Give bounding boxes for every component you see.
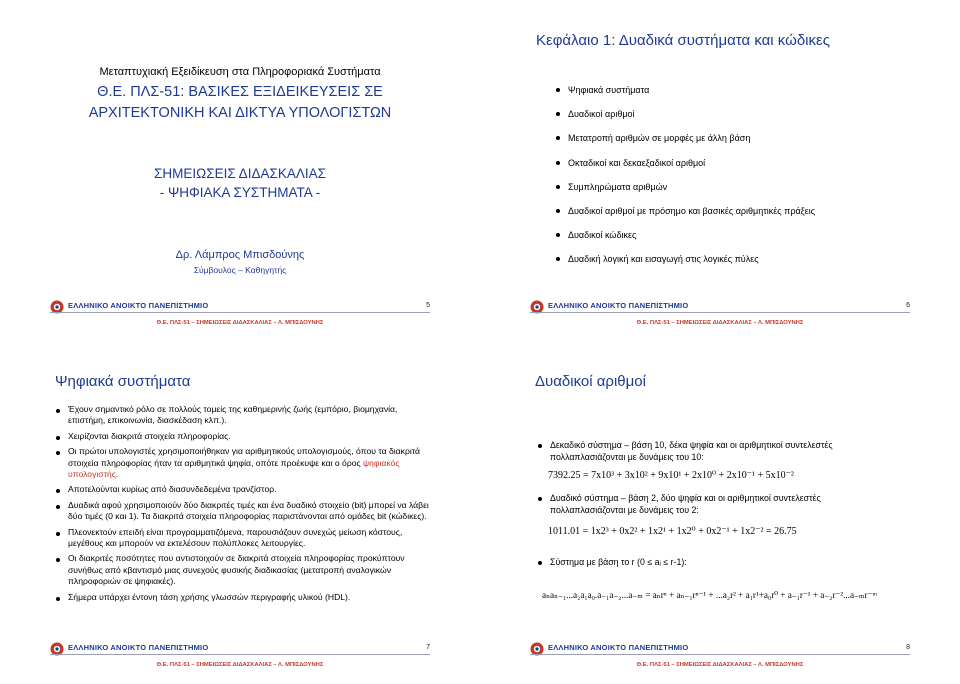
slide-7 (0, 342, 480, 684)
page-number: 7 (426, 644, 430, 651)
university-name: ΕΛΛΗΝΙΚΟ ΑΝΟΙΚΤΟ ΠΑΝΕΠΙΣΤΗΜΙΟ (68, 643, 209, 652)
bullet-item: Χειρίζονται διακριτά στοιχεία πληροφορίας. (54, 431, 436, 442)
contents-item: Δυαδική λογική και εισαγωγή στις λογικές πύλες (554, 247, 815, 271)
bullet-list (54, 404, 436, 603)
slide-footer (530, 300, 910, 334)
bullet-item: Σήμερα υπάρχει έντονη τάση χρήσης γλωσσών περιγραφής υλικού (HDL). (54, 592, 436, 603)
footer-course: Θ.Ε. ΠΛΣ-51 – ΣΗΜΕΙΩΣΕΙΣ ΔΙΔΑΣΚΑΛΙΑΣ – Λ. ΜΠΙΣΔΟΥΝΗΣ (636, 662, 804, 668)
slide-footer (50, 300, 430, 334)
page-number: 5 (426, 302, 430, 309)
footer-course: Θ.Ε. ΠΛΣ-51 – ΣΗΜΕΙΩΣΕΙΣ ΔΙΔΑΣΚΑΛΙΑΣ – Λ. ΜΠΙΣΔΟΥΝΗΣ (156, 662, 324, 668)
course-title-line2: ΑΡΧΙΤΕΚΤΟΝΙΚΗ ΚΑΙ ΔΙΚΤΥΑ ΥΠΟΛΟΓΙΣΤΩΝ (88, 105, 392, 121)
page-number: 8 (906, 644, 910, 651)
author-role: Σύμβουλος – Καθηγητής (193, 265, 287, 275)
contents-item: Ψηφιακά συστήματα (554, 78, 815, 102)
footer-divider (50, 312, 430, 313)
slide-5 (0, 0, 480, 342)
bullet-item: Δυαδικό σύστημα – βάση 2, δύο ψηφία και οι αριθμητικοί συντελεστές πολλαπλασιάζονται με δυνάμεις του 2: (536, 492, 896, 516)
contents-item: Συμπληρώματα αριθμών (554, 175, 815, 199)
contents-item: Δυαδικοί κώδικες (554, 223, 815, 247)
decimal-expansion-equation: 7392.25 = 7x10³ + 3x10² + 9x10¹ + 2x10⁰ + 2x10⁻¹ + 5x10⁻² (548, 470, 794, 481)
footer-divider (530, 312, 910, 313)
bullet-item: Δυαδικά αφού χρησιμοποιούν δύο διακριτές τιμές και ένα δυαδικό στοιχείο (bit) μπορεί να λάβει δύο τιμές (0 και 1). Τα διακριτά στοιχεία πληροφορίας παριστάνονται από ομάδες bit (κώδικες). (54, 500, 436, 523)
slide-title: Ψηφιακά συστήματα (55, 373, 191, 390)
bullet-list (536, 439, 896, 463)
notes-title-line1: ΣΗΜΕΙΩΣΕΙΣ ΔΙΔΑΣΚΑΛΙΑΣ (154, 166, 326, 181)
bullet-list (536, 492, 896, 516)
university-name: ΕΛΛΗΝΙΚΟ ΑΝΟΙΚΤΟ ΠΑΝΕΠΙΣΤΗΜΙΟ (548, 643, 689, 652)
slide-footer (530, 642, 910, 676)
bullet-item: Οι διακριτές ποσότητες που αντιστοιχούν σε διακριτά στοιχεία πληροφορίας προκύπτουν συνήθως από κβαντισμό μιας συνεχούς φυσικής διαδικασίας (μετατροπή αναλογικών πληροφοριών σε ψηφιακές). (54, 553, 436, 587)
slide-8 (480, 342, 960, 684)
bullet-item: Έχουν σημαντικό ρόλο σε πολλούς τομείς της καθημερινής ζωής (εμπόριο, βιομηχανία, επιστήμη, επικοινωνία, διασκέδαση κλπ.). (54, 404, 436, 427)
contents-item: Μετατροπή αριθμών σε μορφές με άλλη βάση (554, 126, 815, 150)
bullet-item: Δεκαδικό σύστημα – βάση 10, δέκα ψηφία και οι αριθμητικοί συντελεστές πολλαπλασιάζονται με δυνάμεις του 10: (536, 439, 896, 463)
program-name: Μεταπτυχιακή Εξειδίκευση στα Πληροφοριακά Συστήματα (99, 66, 381, 78)
contents-item: Δυαδικοί αριθμοί (554, 102, 815, 126)
footer-divider (530, 654, 910, 655)
chapter-contents-list (554, 78, 815, 272)
course-title-line1: Θ.Ε. ΠΛΣ-51: ΒΑΣΙΚΕΣ ΕΞΙΔΕΙΚΕΥΣΕΙΣ ΣΕ (97, 84, 383, 100)
bullet-item: Αποτελούνται κυρίως από διασυνδεδεμένα τρανζίστορ. (54, 484, 436, 495)
base-r-expansion-equation: aₙaₙ₋₁...a₂a₁a₀.a₋₁a₋₂...a₋ₘ = aₙrⁿ + aₙ₋₁rⁿ⁻¹ + ...a₂r² + a₁r¹+a₀r⁰ + a₋₁r⁻¹ + a₋₂r⁻²...a₋ₘr⁻ᵐ (542, 590, 877, 600)
university-name: ΕΛΛΗΝΙΚΟ ΑΝΟΙΚΤΟ ΠΑΝΕΠΙΣΤΗΜΙΟ (68, 301, 209, 310)
contents-item: Οκταδικοί και δεκαεξαδικοί αριθμοί (554, 151, 815, 175)
slide-title: Δυαδικοί αριθμοί (535, 373, 646, 390)
slide-footer (50, 642, 430, 676)
page-number: 6 (906, 302, 910, 309)
highlighted-term: ψηφιακός υπολογιστής (68, 457, 400, 480)
footer-divider (50, 654, 430, 655)
university-name: ΕΛΛΗΝΙΚΟ ΑΝΟΙΚΤΟ ΠΑΝΕΠΙΣΤΗΜΙΟ (548, 301, 689, 310)
binary-expansion-equation: 1011.01 = 1x2³ + 0x2² + 1x2¹ + 1x2⁰ + 0x2⁻¹ + 1x2⁻² = 26.75 (548, 526, 797, 537)
chapter-title: Κεφάλαιο 1: Δυαδικά συστήματα και κώδικες (536, 32, 830, 49)
bullet-list (536, 556, 896, 568)
bullet-item: Σύστημα με βάση το r (0 ≤ aᵢ ≤ r-1): (536, 556, 896, 568)
bullet-item: Πλεονεκτούν επειδή είναι προγραμματιζόμενα, παρουσιάζουν συνεχώς μείωση κόστους, μεγέθους και μπορούν να εκτελέσουν πολύπλοκες λειτουργίες. (54, 527, 436, 550)
contents-item: Δυαδικοί αριθμοί με πρόσημο και βασικές αριθμητικές πράξεις (554, 199, 815, 223)
footer-course: Θ.Ε. ΠΛΣ-51 – ΣΗΜΕΙΩΣΕΙΣ ΔΙΔΑΣΚΑΛΙΑΣ – Λ. ΜΠΙΣΔΟΥΝΗΣ (156, 320, 324, 326)
author-name: Δρ. Λάμπρος Μπισδούνης (175, 249, 305, 261)
slide-6 (480, 0, 960, 342)
footer-course: Θ.Ε. ΠΛΣ-51 – ΣΗΜΕΙΩΣΕΙΣ ΔΙΔΑΣΚΑΛΙΑΣ – Λ. ΜΠΙΣΔΟΥΝΗΣ (636, 320, 804, 326)
notes-title-line2: - ΨΗΦΙΑΚΑ ΣΥΣΤΗΜΑΤΑ - (159, 185, 321, 200)
bullet-item: Οι πρώτοι υπολογιστές χρησιμοποιήθηκαν για αριθμητικούς υπολογισμούς, όπου τα διακριτά στοιχεία πληροφορίας ήταν τα αριθμητικά ψηφία, οπότε προέκυψε και ο όρος ψηφιακός υπολογιστής. (54, 446, 436, 480)
